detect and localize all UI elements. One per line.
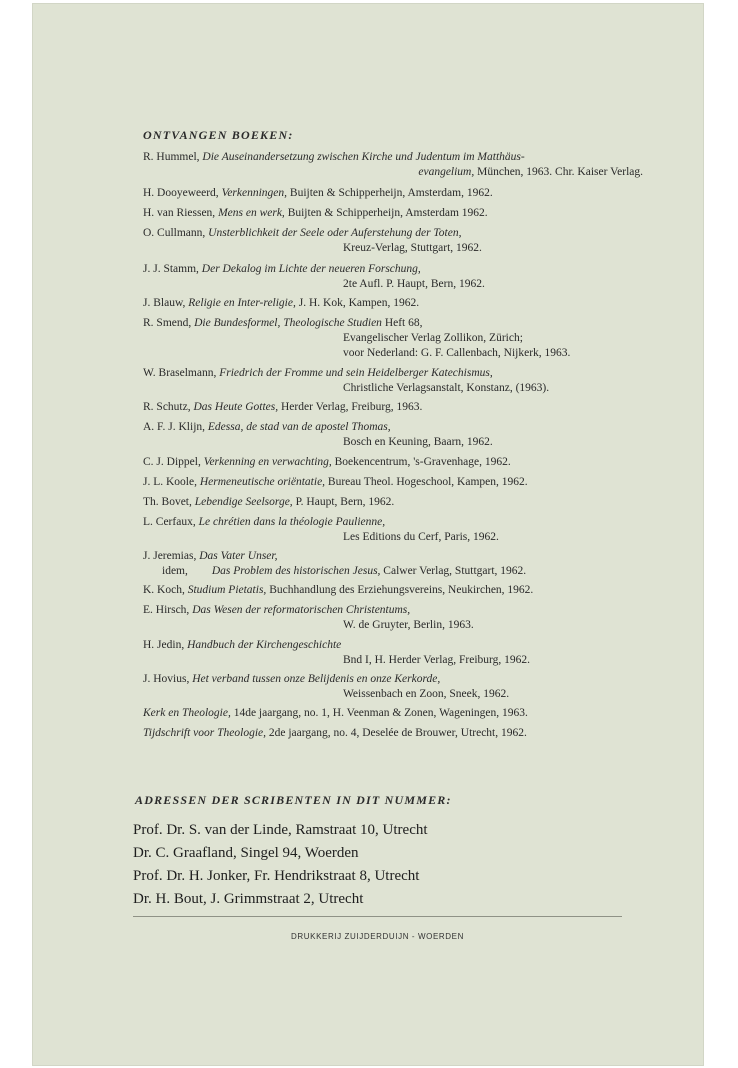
printer-imprint: DRUKKERIJ ZUIJDERDUIJN - WOERDEN [291, 932, 464, 941]
book-entry: C. J. Dippel, Verkenning en verwachting, Boekencentrum, 's-Gravenhage, 1962. [143, 456, 511, 468]
book-entry: Th. Bovet, Lebendige Seelsorge, P. Haupt, Bern, 1962. [143, 496, 395, 508]
book-entry: W. Braselmann, Friedrich der Fromme und sein Heidelberger Katechismus, Christliche Verlagsanstalt, Konstanz, (1963). [143, 367, 550, 394]
book-entry: H. Jedin, Handbuch der Kirchengeschichte Bnd I, H. Herder Verlag, Freiburg, 1962. [143, 639, 531, 666]
author-address: Dr. H. Bout, J. Grimmstraat 2, Utrecht [133, 891, 364, 907]
author-address: Dr. C. Graafland, Singel 94, Woerden [133, 845, 359, 861]
authors-addresses-heading: ADRESSEN DER SCRIBENTEN IN DIT NUMMER: [135, 793, 452, 807]
book-entry: E. Hirsch, Das Wesen der reformatorischen Christentums, W. de Gruyter, Berlin, 1963. [143, 604, 474, 631]
author-address: Prof. Dr. H. Jonker, Fr. Hendrikstraat 8, Utrecht [133, 868, 420, 884]
book-entry: A. F. J. Klijn, Edessa, de stad van de apostel Thomas, Bosch en Keuning, Baarn, 1962. [143, 421, 493, 448]
received-books-heading: ONTVANGEN BOEKEN: [143, 128, 294, 142]
book-entry: L. Cerfaux, Le chrétien dans la théologie Paulienne, Les Editions du Cerf, Paris, 1962. [143, 516, 499, 543]
book-entry: R. Hummel, Die Auseinandersetzung zwischen Kirche und Judentum im Matthäus- evangelium, München, 1963. Chr. Kaiser Verlag. [143, 151, 643, 178]
book-entry: J. L. Koole, Hermeneutische oriëntatie, Bureau Theol. Hogeschool, Kampen, 1962. [143, 476, 528, 488]
book-entry: J. Hovius, Het verband tussen onze Belijdenis en onze Kerkorde, Weissenbach en Zoon, Sneek, 1962. [143, 673, 510, 700]
book-entry: J. J. Stamm, Der Dekalog im Lichte der neueren Forschung, 2te Aufl. P. Haupt, Bern, 1962. [143, 263, 485, 290]
book-entry: R. Smend, Die Bundesformel, Theologische Studien Heft 68, Evangelischer Verlag Zollikon, Zürich; voor Nederland: G. F. Callenbach, Nijkerk, 1963. [143, 317, 571, 359]
book-entry: O. Cullmann, Unsterblichkeit der Seele oder Auferstehung der Toten, Kreuz-Verlag, Stuttgart, 1962. [143, 227, 482, 254]
book-entry: K. Koch, Studium Pietatis, Buchhandlung des Erziehungsvereins, Neukirchen, 1962. [143, 584, 534, 596]
authors-addresses-list [133, 819, 428, 911]
book-entry: H. van Riessen, Mens en werk, Buijten & Schipperheijn, Amsterdam 1962. [143, 207, 488, 219]
book-entry: J. Blauw, Religie en Inter-religie, J. H. Kok, Kampen, 1962. [143, 297, 420, 309]
author-address: Prof. Dr. S. van der Linde, Ramstraat 10, Utrecht [133, 822, 428, 838]
journal-entry: Tijdschrift voor Theologie, 2de jaargang, no. 4, Deselée de Brouwer, Utrecht, 1962. [143, 727, 527, 739]
footer-divider [133, 916, 622, 917]
book-entry: J. Jeremias, Das Vater Unser, idem, Das Problem des historischen Jesus, Calwer Verlag, Stuttgart, 1962. [143, 550, 527, 577]
book-entry: R. Schutz, Das Heute Gottes, Herder Verlag, Freiburg, 1963. [143, 401, 423, 413]
book-entry: H. Dooyeweerd, Verkenningen, Buijten & Schipperheijn, Amsterdam, 1962. [143, 187, 493, 199]
journal-entry: Kerk en Theologie, 14de jaargang, no. 1, H. Veenman & Zonen, Wageningen, 1963. [143, 707, 528, 719]
